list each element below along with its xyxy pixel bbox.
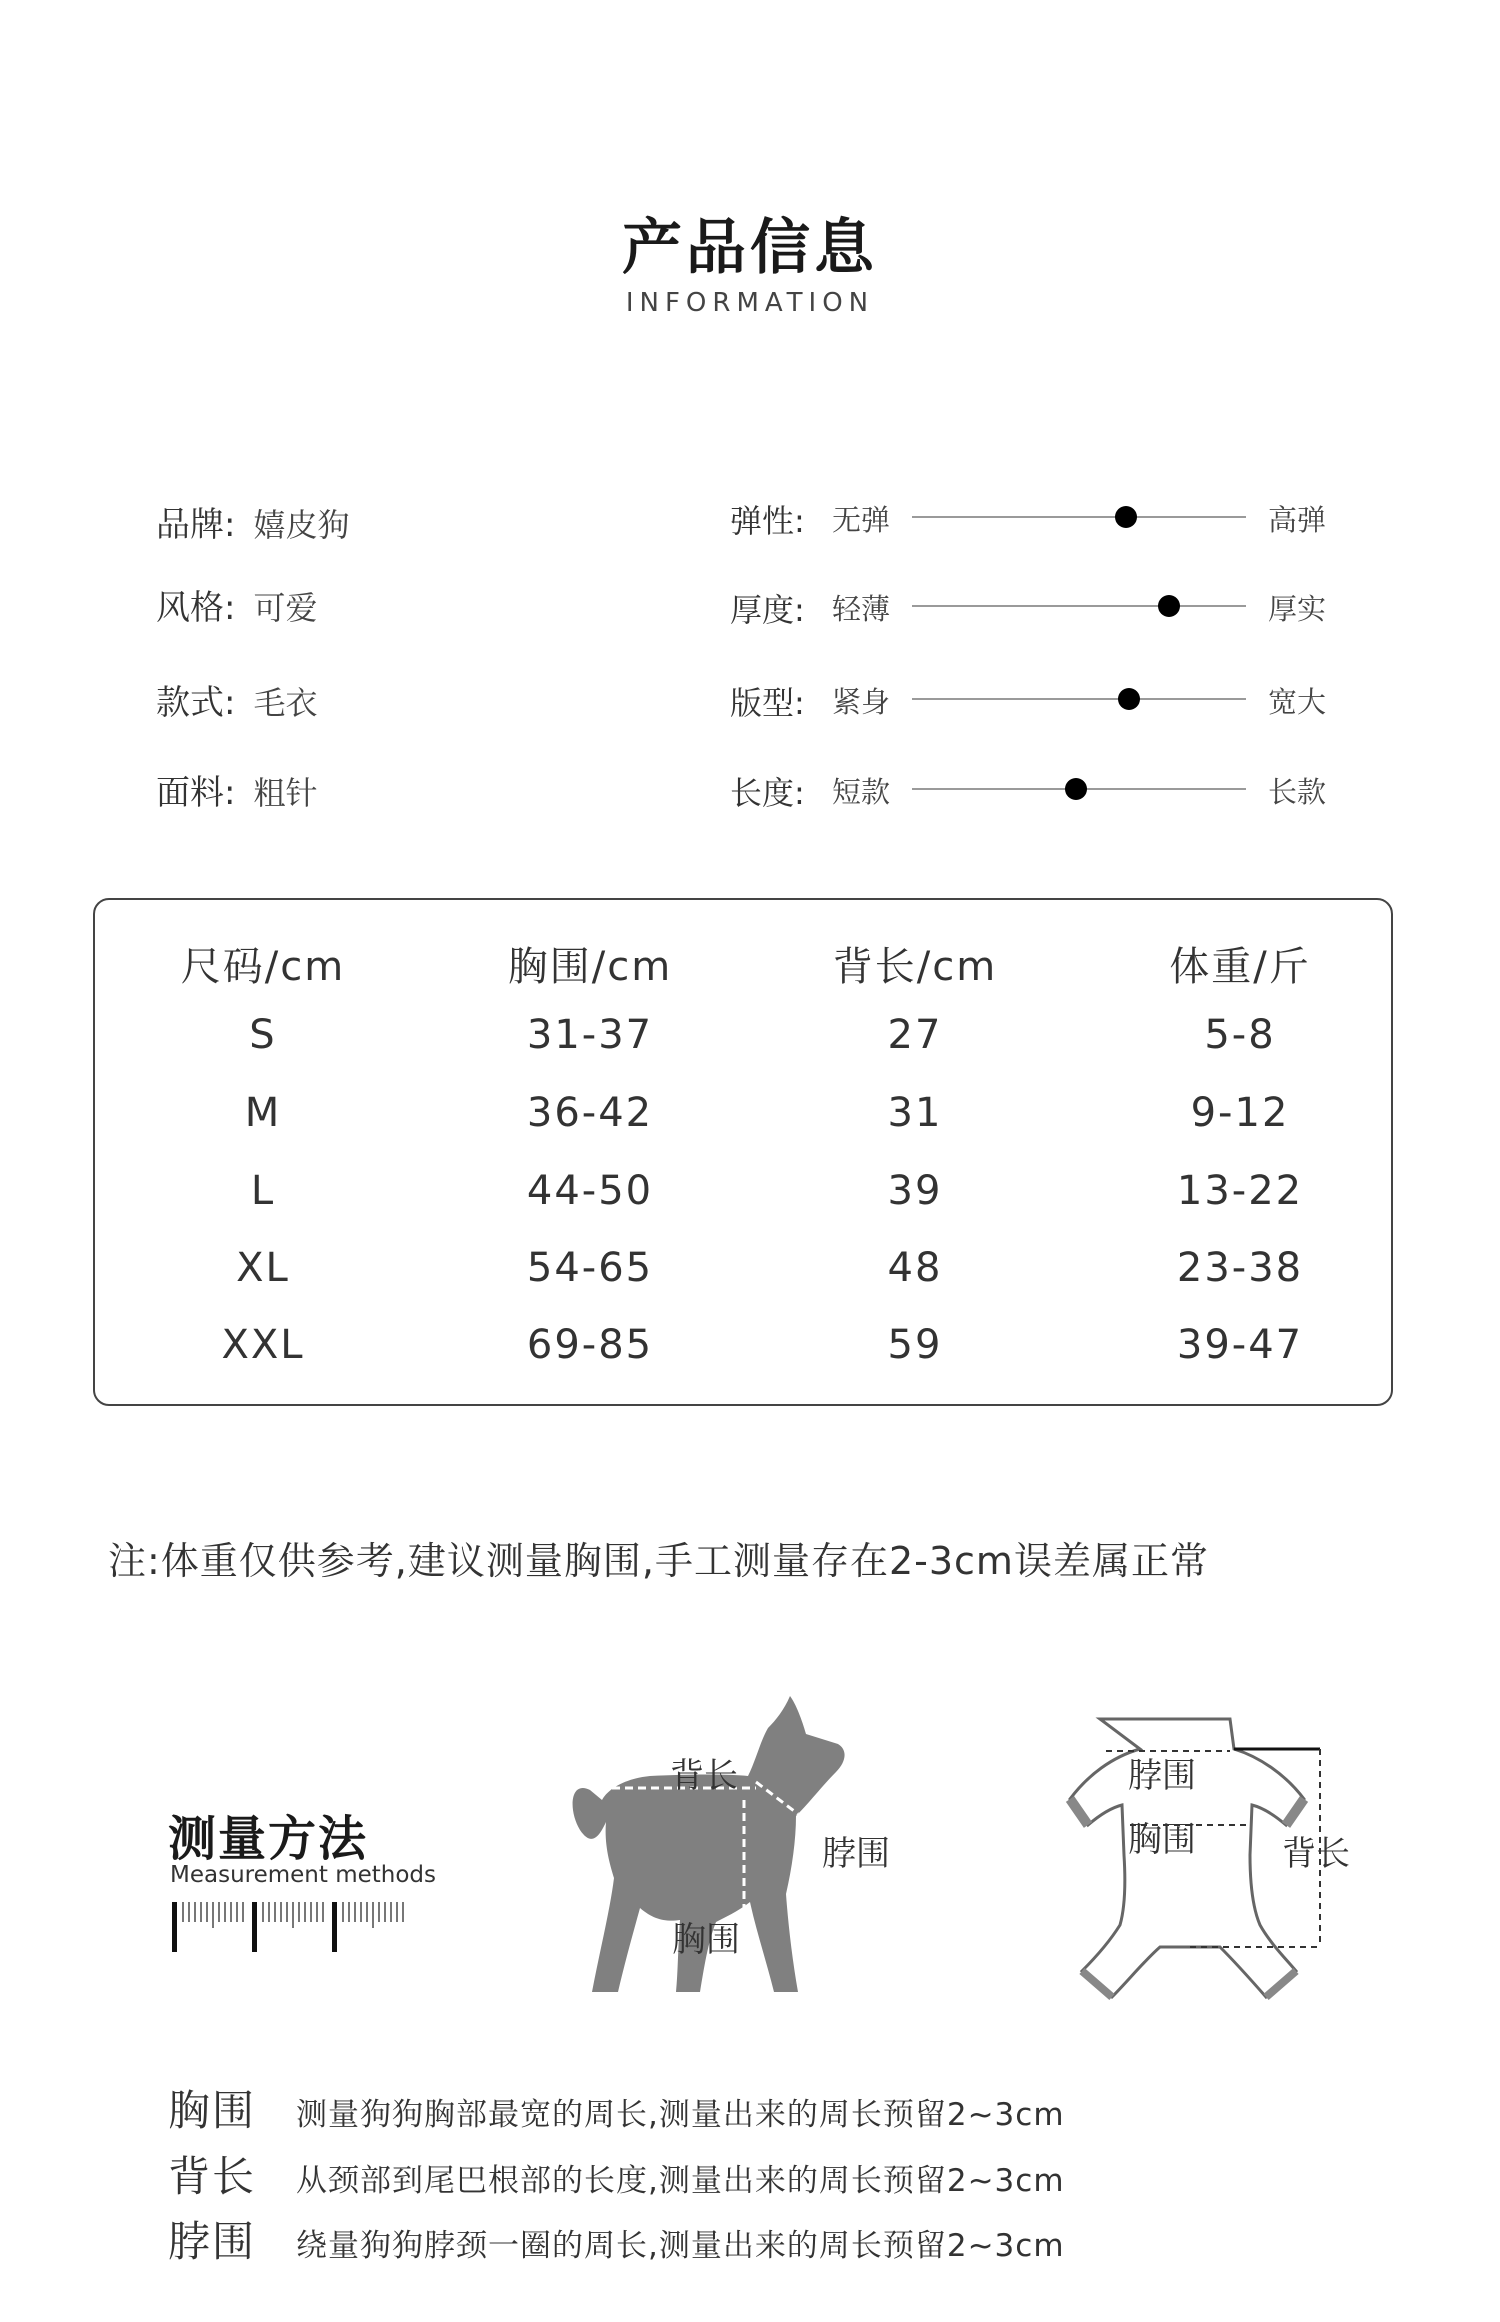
garment-back-length-label: 背长 <box>1282 1834 1350 1874</box>
table-cell: 54-65 <box>526 1245 654 1291</box>
garment-neck-label: 脖围 <box>1128 1756 1196 1796</box>
attr-key: 品牌: <box>156 505 236 545</box>
table-header-cell: 胸围/cm <box>507 944 673 990</box>
scale-track <box>912 605 1246 607</box>
attr-key: 款式: <box>156 683 236 723</box>
definition-term: 背长 <box>168 2152 257 2201</box>
page-title: 产品信息 <box>622 213 878 283</box>
attr-type <box>156 675 317 724</box>
table-cell: 36-42 <box>526 1090 654 1136</box>
scale-track <box>912 516 1246 518</box>
table-cell: 31 <box>887 1090 943 1136</box>
table-cell: 59 <box>887 1322 943 1368</box>
method-title: 测量方法 <box>168 1811 369 1867</box>
dog-neck-label: 脖围 <box>822 1834 890 1874</box>
table-cell: 48 <box>887 1245 943 1291</box>
scale-min-label: 无弹 <box>832 503 891 537</box>
scale-max-label: 长款 <box>1268 775 1327 809</box>
scale-marker <box>1158 595 1180 617</box>
attr-value: 毛衣 <box>253 684 318 722</box>
table-header-cell: 尺码/cm <box>180 944 346 990</box>
scale-max-label: 高弹 <box>1268 503 1327 537</box>
scale-min-label: 短款 <box>832 775 891 809</box>
method-subtitle: Measurement methods <box>170 1862 437 1888</box>
table-cell: 69-85 <box>526 1322 654 1368</box>
scale-marker <box>1115 506 1137 528</box>
definition-text: 绕量狗狗脖颈一圈的周长,测量出来的周长预留2~3cm <box>296 2228 1065 2264</box>
garment-chest-label: 胸围 <box>1128 1820 1196 1860</box>
definition-neck <box>168 2209 1065 2269</box>
attr-key: 面料: <box>156 773 236 813</box>
table-cell: S <box>249 1012 277 1058</box>
definition-term: 胸围 <box>168 2086 257 2135</box>
attr-style <box>156 580 317 629</box>
scale-marker <box>1118 688 1140 710</box>
table-cell: 5-8 <box>1204 1012 1276 1058</box>
table-cell: 13-22 <box>1176 1168 1304 1214</box>
attr-value: 粗针 <box>253 774 318 812</box>
table-cell: 9-12 <box>1190 1090 1290 1136</box>
attr-value: 可爱 <box>253 589 318 627</box>
table-cell: 39-47 <box>1176 1322 1304 1368</box>
table-cell: 23-38 <box>1176 1245 1304 1291</box>
scale-min-label: 轻薄 <box>832 592 891 626</box>
ruler-icon <box>170 1902 410 1954</box>
definition-term: 脖围 <box>168 2217 257 2266</box>
scale-label: 长度: <box>730 774 805 812</box>
attr-brand <box>156 497 349 546</box>
table-cell: 27 <box>887 1012 943 1058</box>
table-cell: M <box>244 1090 282 1136</box>
dog-chest-label: 胸围 <box>672 1920 740 1960</box>
table-cell: 39 <box>887 1168 943 1214</box>
scale-label: 弹性: <box>730 502 805 540</box>
table-cell: 31-37 <box>526 1012 654 1058</box>
attr-key: 风格: <box>156 588 236 628</box>
definition-back-length <box>168 2144 1065 2204</box>
table-cell: 44-50 <box>526 1168 654 1214</box>
dog-back-length-label: 背长 <box>670 1756 738 1796</box>
definition-chest <box>168 2078 1065 2138</box>
scale-max-label: 厚实 <box>1268 592 1327 626</box>
definition-text: 从颈部到尾巴根部的长度,测量出来的周长预留2~3cm <box>296 2163 1065 2199</box>
table-cell: L <box>250 1168 276 1214</box>
attr-value: 嬉皮狗 <box>253 506 350 544</box>
scale-label: 厚度: <box>730 591 805 629</box>
definition-text: 测量狗狗胸部最宽的周长,测量出来的周长预留2~3cm <box>296 2097 1065 2133</box>
table-cell: XXL <box>221 1322 305 1368</box>
table-header-cell: 背长/cm <box>832 944 998 990</box>
scale-max-label: 宽大 <box>1268 685 1327 719</box>
scale-marker <box>1065 778 1087 800</box>
disclaimer-note: 注:体重仅供参考,建议测量胸围,手工测量存在2-3cm误差属正常 <box>108 1539 1209 1583</box>
attr-fabric <box>156 765 317 814</box>
table-cell: XL <box>236 1245 290 1291</box>
scale-min-label: 紧身 <box>832 685 891 719</box>
table-header-cell: 体重/斤 <box>1169 944 1311 990</box>
page-subtitle: INFORMATION <box>625 288 875 318</box>
scale-track <box>912 698 1246 700</box>
scale-label: 版型: <box>730 684 805 722</box>
